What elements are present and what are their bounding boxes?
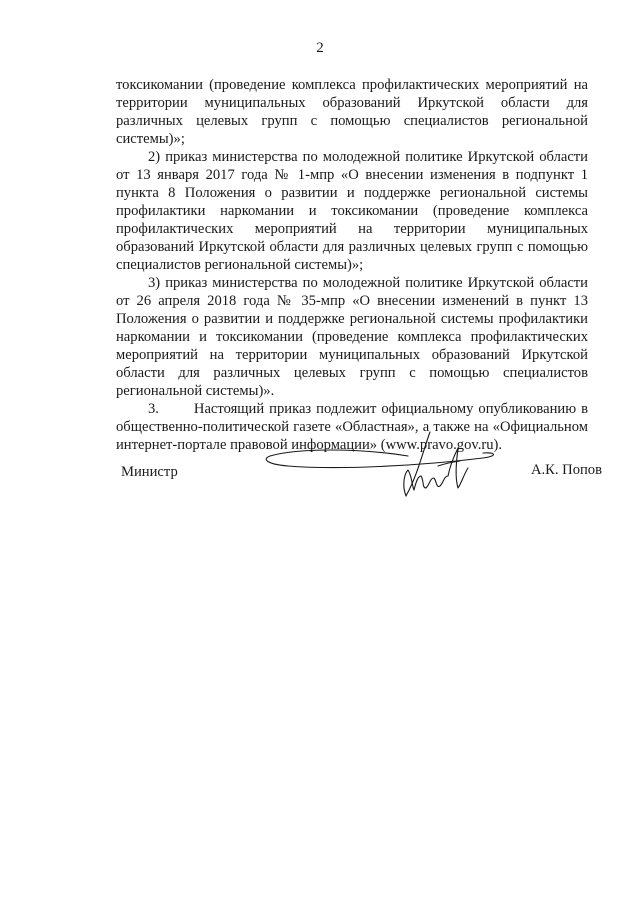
document-body: [116, 76, 588, 454]
page-number: 2: [316, 40, 324, 56]
paragraph-item-3: 3) приказ министерства по молодежной политике Иркутской области от 26 апреля 2018 года № 35-мпр «О внесении изменений в пункт 13 Положения о развитии и поддержке региональной системы профилактики наркомании и токсикомании (проведение комплекса профилактических мероприятий на территории муниципальных образований Иркутской области для различных целевых групп с помощью специалистов региональной системы)».: [116, 275, 588, 399]
paragraph-item-publication: 3. Настоящий приказ подлежит официальному опубликованию в общественно-политической газете «Областная», а также на «Официальном интернет-портале правовой информации» (www.pravo.gov.ru).: [116, 401, 588, 453]
signer-position: Министр: [121, 464, 178, 480]
signer-name: А.К. Попов: [530, 462, 602, 478]
handwritten-signature-icon: [258, 426, 508, 504]
paragraph-continuation: токсикомании (проведение комплекса профилактических мероприятий на территории муниципальных образований Иркутской области для различных целевых групп с помощью специалистов региональной системы)»;: [116, 77, 588, 147]
paragraph-item-2: 2) приказ министерства по молодежной политике Иркутской области от 13 января 2017 года № 1-мпр «О внесении изменения в подпункт 1 пункта 8 Положения о развитии и поддержке региональной системы профилактики наркомании и токсикомании (проведение комплекса профилактических мероприятий на территории муниципальных образований Иркутской области для различных целевых групп с помощью специалистов региональной системы)»;: [116, 149, 588, 273]
signature-block: [0, 448, 640, 508]
